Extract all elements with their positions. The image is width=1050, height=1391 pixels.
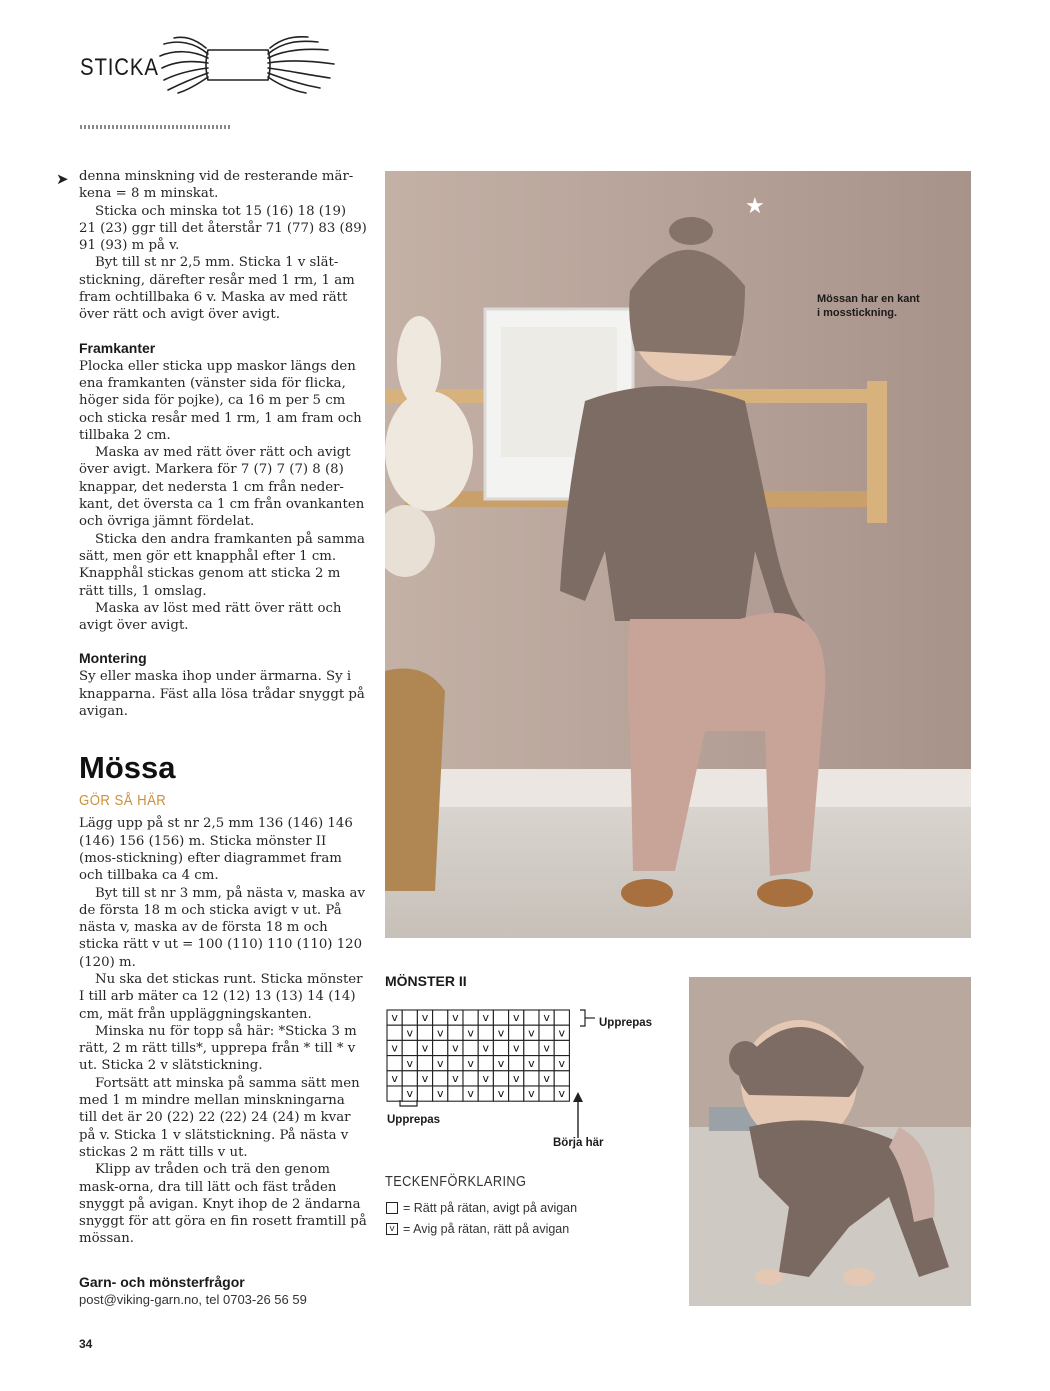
chart-symbol: v [543,1011,550,1025]
purl-symbol-icon: v [386,1223,398,1235]
chart-symbol: v [421,1041,429,1055]
chart-symbol: v [436,1026,444,1040]
legend-text: = Avig på rätan, rätt på avigan [403,1222,570,1236]
chart-symbol: v [482,1072,490,1085]
legend-title: TECKENFÖRKLARING [385,1173,527,1190]
section-title: STICKA [80,54,159,81]
chart-cell [554,1071,569,1086]
chart-symbol: v [497,1026,505,1040]
chart-symbol: v [406,1026,414,1040]
chart-symbol: v [497,1087,505,1101]
paragraph: Minska nu för topp så här: *Sticka 3 m rätt, 2 m rätt tills*, upprepa från * till * v ut. Sticka 2 v slätstickning. [79,1023,357,1074]
chart-cell [539,1025,554,1040]
chart-cell [539,1086,554,1101]
chart-symbol: v [391,1041,398,1055]
paragraph: Sticka den andra framkanten på samma sätt, men gör ett knapphål efter 1 cm. Knapphål stickas genom att sticka 2 m rätt tills, 1 omslag. [79,531,365,599]
paragraph: Byt till st nr 3 mm, på nästa v, maska av de första 18 m och sticka avigt v ut. På nästa v, maska av de första 18 m och sticka rätt v ut = 100 (110) 110 (110) 120 (120) m. [79,885,365,970]
chart-symbol: v [452,1072,459,1085]
chart-symbol: v [467,1087,474,1101]
chart-cell [417,1025,432,1040]
legend-text: = Rätt på rätan, avigt på avigan [403,1201,578,1215]
header-divider [80,125,230,129]
chart-title: MÖNSTER II [385,973,467,989]
chart-cell [433,1010,448,1025]
chart-symbol: v [421,1072,429,1085]
chart-cell [402,1010,417,1025]
mossa-subtitle: GÖR SÅ HÄR [79,792,167,810]
start-label: Börja här [553,1137,604,1149]
chart-symbol: v [512,1011,520,1025]
paragraph: Plocka eller sticka upp maskor längs den ena framkanten (vänster sida för flicka, höger sida för pojke), ca 16 m per 5 cm och sticka resår med 1 rm, 1 am fram och tillbaka 2 cm. [79,358,362,443]
legend-item [386,1201,577,1215]
repeat-right-label: Upprepas [599,1017,653,1029]
start-arrow-icon [573,1092,583,1102]
chart-symbol: v [436,1056,444,1070]
chart-cell [524,1040,539,1055]
chart-cell [478,1056,493,1071]
chart-symbol: v [528,1026,535,1040]
chart-symbol: v [391,1072,398,1085]
chart-cell [463,1040,478,1055]
chart-symbol: v [543,1041,550,1055]
continuation-arrow-icon: ➤ [56,170,69,188]
chart-grid [387,1010,569,1101]
chart-symbol: v [512,1041,520,1055]
paragraph: Sticka och minska tot 15 (16) 18 (19) 21 (23) ggr till det återstår 71 (77) 83 (89) 91 (93) m på v. [79,203,367,254]
chart-symbol: v [467,1026,474,1040]
chart-symbol: v [543,1072,550,1085]
caption-line: Mössan har en kant [817,293,920,305]
chart-symbol: v [467,1056,474,1070]
legend-item [386,1222,569,1236]
chart-cell [402,1040,417,1055]
chart-cell [478,1086,493,1101]
chart-cell [448,1025,463,1040]
main-photo [385,171,971,938]
chart-symbol: v [452,1011,459,1025]
instructions-column [79,168,367,1248]
chart-cell [524,1071,539,1086]
chart-cell [387,1056,402,1071]
chart-cell [448,1056,463,1071]
contact-heading: Garn- och mönsterfrågor [79,1274,245,1290]
montering-heading: Montering [79,650,147,667]
paragraph: Fortsätt att minska på samma sätt men med 1 m mindre mellan minskningarna till det är 20 (22) 22 (22) 24 (24) m kvar på v. Sticka 1 v slätstickning. På nästa v stickas 2 m rätt tills v ut. [79,1075,360,1160]
chart-cell [524,1010,539,1025]
chart-cell [433,1040,448,1055]
caption-line: i mosstickning. [817,307,898,319]
paragraph: Klipp av tråden och trä den genom mask-orna, dra till lätt och fäst tråden snyggt på avigan. Knyt ihop de 2 ändarna snyggt för att göra en fin rosett framtill på mössan. [79,1162,367,1247]
chart-symbol: v [421,1011,429,1025]
chart-cell [448,1086,463,1101]
framkanter-heading: Framkanter [79,339,156,356]
chart-cell [463,1071,478,1086]
chart-cell [539,1056,554,1071]
chart-cell [493,1040,508,1055]
chart-symbol: v [406,1087,414,1101]
chart-cell [478,1025,493,1040]
chart-cell [509,1056,524,1071]
chart-symbol: v [528,1056,535,1070]
chart-cell [417,1086,432,1101]
chart-cell [387,1025,402,1040]
repeat-right-bracket [580,1010,585,1026]
contact-line: post@viking-garn.no, tel 0703-26 56 59 [79,1292,307,1307]
chart-symbol: v [512,1072,520,1085]
secondary-photo [689,977,971,1306]
chart-symbol: v [391,1011,398,1025]
paragraph: denna minskning vid de resterande mär-kena = 8 m minskat. [79,169,354,202]
chart-cell [402,1071,417,1086]
paragraph: Sy eller maska ihop under ärmarna. Sy i knapparna. Fäst alla lösa trådar snyggt på avigan. [79,669,365,720]
chart-cell [387,1086,402,1101]
chart-symbol: v [558,1087,566,1101]
contact-block [79,1274,379,1307]
chart-cell [493,1010,508,1025]
repeat-bottom-label: Upprepas [387,1114,441,1126]
yarn-skein-icon [158,36,338,94]
paragraph: Lägg upp på st nr 2,5 mm 136 (146) 146 (146) 156 (156) m. Sticka mönster II (mos-stickning) efter diagrammet fram och tillbaka ca 4 cm. [79,816,353,884]
chart-symbol: v [406,1056,414,1070]
chart-cell [463,1010,478,1025]
paragraph: Maska av med rätt över rätt och avigt över avigt. Markera för 7 (7) 7 (7) 8 (8) knappar, det nedersta 1 cm från neder-kant, det översta ca 1 cm från ovankanten och övriga jämnt fördelat. [79,445,365,530]
chart-cell [554,1010,569,1025]
page-number: 34 [79,1337,93,1351]
chart-cell [554,1040,569,1055]
chart-symbol: v [482,1011,490,1025]
knit-symbol-icon [386,1202,398,1214]
chart-symbol: v [558,1026,566,1040]
paragraph: Nu ska det stickas runt. Sticka mönster I till arb mäter ca 12 (12) 13 (13) 14 (14) cm, mät från uppläggningskanten. [79,971,363,1022]
chart-cell [417,1056,432,1071]
chart-symbol: v [436,1087,444,1101]
paragraph: Maska av löst med rätt över rätt och avigt över avigt. [79,600,342,634]
chart-symbol: v [497,1056,505,1070]
chart-cell [509,1086,524,1101]
chart-symbol: v [528,1087,535,1101]
chart-cell [509,1025,524,1040]
chart-cell [433,1071,448,1086]
section-header [80,36,340,96]
svg-text:★: ★ [745,194,765,219]
photo-caption [817,292,920,320]
mossa-title: Mössa [79,750,176,786]
chart-symbol: v [558,1056,566,1070]
chart-cell [493,1071,508,1086]
chart-symbol: v [482,1041,490,1055]
paragraph: Byt till st nr 2,5 mm. Sticka 1 v slät-stickning, därefter resår med 1 rm, 1 am fram ochtillbaka 6 v. Maska av med rätt över rätt och avigt över avigt. [79,255,355,323]
chart-symbol: v [452,1041,459,1055]
